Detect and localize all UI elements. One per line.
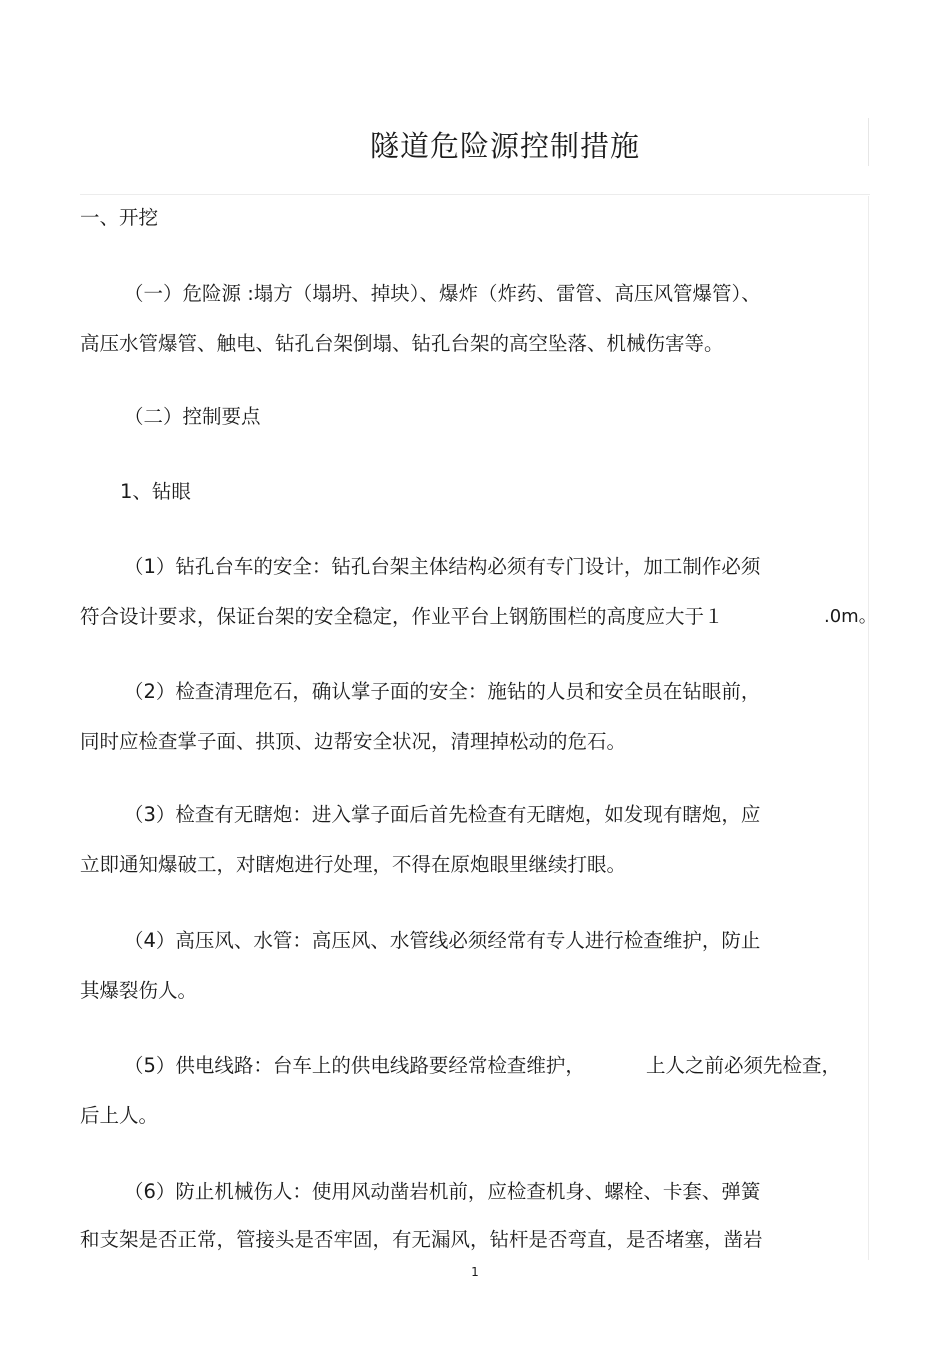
- paragraph-line: （一）危险源 :塌方（塌坍、掉块）、爆炸（炸药、雷管、高压风管爆管）、: [124, 282, 761, 305]
- margin-rule-right: [868, 196, 869, 1260]
- paragraph-line-fragment: 上人之前必须先检查，: [646, 1054, 842, 1077]
- paragraph-line: 立即通知爆破工，对瞎炮进行处理，不得在原炮眼里继续打眼。: [80, 853, 627, 876]
- item-heading: 1、钻眼: [120, 480, 191, 503]
- paragraph-line: 同时应检查掌子面、拱顶、边帮安全状况，清理掉松动的危石。: [80, 730, 627, 753]
- paragraph-line: （3）检查有无瞎炮：进入掌子面后首先检查有无瞎炮，如发现有瞎炮，应: [124, 803, 761, 826]
- subsection-heading: （二）控制要点: [124, 405, 261, 428]
- section-heading: 一、开挖: [80, 206, 159, 229]
- paragraph-line: （2）检查清理危石，确认掌子面的安全：施钻的人员和安全员在钻眼前，: [124, 680, 761, 703]
- paragraph-line: 和支架是否正常，管接头是否牢固，有无漏风，钻杆是否弯直，是否堵塞，凿岩: [80, 1228, 763, 1251]
- paragraph-line: 其爆裂伤人。: [80, 979, 198, 1002]
- paragraph-line: 符合设计要求，保证台架的安全稳定，作业平台上钢筋围栏的高度应大于１: [80, 605, 724, 628]
- paragraph-line: （1）钻孔台车的安全：钻孔台架主体结构必须有专门设计，加工制作必须: [124, 555, 761, 578]
- paragraph-line: （4）高压风、水管：高压风、水管线必须经常有专人进行检查维护，防止: [124, 929, 761, 952]
- header-divider: [80, 194, 870, 195]
- paragraph-line: 高压水管爆管、触电、钻孔台架倒塌、钻孔台架的高空坠落、机械伤害等。: [80, 332, 724, 355]
- page-number: 1: [471, 1265, 479, 1279]
- paragraph-line: （6）防止机械伤人：使用风动凿岩机前，应检查机身、螺栓、卡套、弹簧: [124, 1180, 761, 1203]
- document-title: 隧道危险源控制措施: [369, 129, 640, 163]
- paragraph-line: （5）供电线路：台车上的供电线路要经常检查维护，: [124, 1054, 585, 1077]
- paragraph-line-fragment: .0m。: [824, 606, 877, 627]
- paragraph-line: 后上人。: [80, 1104, 159, 1127]
